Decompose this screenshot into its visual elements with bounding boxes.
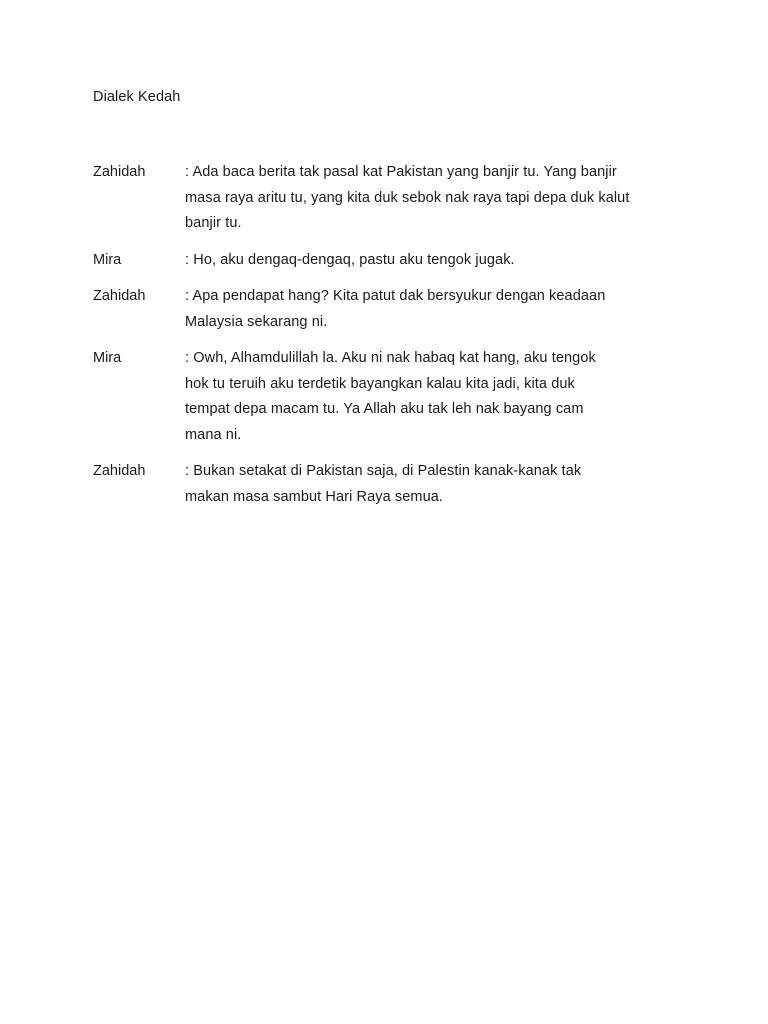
dialogue-text xyxy=(185,160,693,237)
speaker-name: Mira xyxy=(93,251,122,268)
dialogue-line: Malaysia sekarang ni. xyxy=(185,313,328,330)
document-title: Dialek Kedah xyxy=(93,89,181,105)
speaker-name: Zahidah xyxy=(93,463,146,479)
dialogue-list xyxy=(93,160,693,521)
dialogue-turn xyxy=(93,248,693,274)
dialogue-line: hok tu teruih aku terdetik bayangkan kalau kita jadi, kita duk xyxy=(185,375,575,392)
dialogue-line: masa raya aritu tu, yang kita duk sebok nak raya tapi depa duk kalut xyxy=(185,189,630,206)
dialogue-line: : Ho, aku dengaq-dengaq, pastu aku tengok jugak. xyxy=(185,251,515,268)
dialogue-line: : Apa pendapat hang? Kita patut dak bersyukur dengan keadaan xyxy=(185,288,606,304)
speaker-name: Zahidah xyxy=(93,164,146,180)
dialogue-turn xyxy=(93,346,693,448)
dialogue-text xyxy=(185,284,693,335)
dialogue-turn xyxy=(93,284,693,335)
dialogue-text xyxy=(185,248,693,274)
dialogue-line: : Owh, Alhamdulillah la. Aku ni nak habaq kat hang, aku tengok xyxy=(185,350,596,366)
dialogue-text xyxy=(185,346,693,448)
speaker-name: Zahidah xyxy=(93,288,146,304)
dialogue-line: mana ni. xyxy=(185,426,242,443)
dialogue-line: banjir tu. xyxy=(185,215,242,231)
speaker-name: Mira xyxy=(93,350,122,366)
dialogue-turn xyxy=(93,459,693,510)
dialogue-line: : Ada baca berita tak pasal kat Pakistan yang banjir tu. Yang banjir xyxy=(185,164,617,180)
dialogue-text xyxy=(185,459,693,510)
dialogue-line: : Bukan setakat di Pakistan saja, di Palestin kanak-kanak tak xyxy=(185,463,582,479)
dialogue-line: makan masa sambut Hari Raya semua. xyxy=(185,488,444,505)
dialogue-line: tempat depa macam tu. Ya Allah aku tak leh nak bayang cam xyxy=(185,401,584,417)
dialogue-turn xyxy=(93,160,693,237)
